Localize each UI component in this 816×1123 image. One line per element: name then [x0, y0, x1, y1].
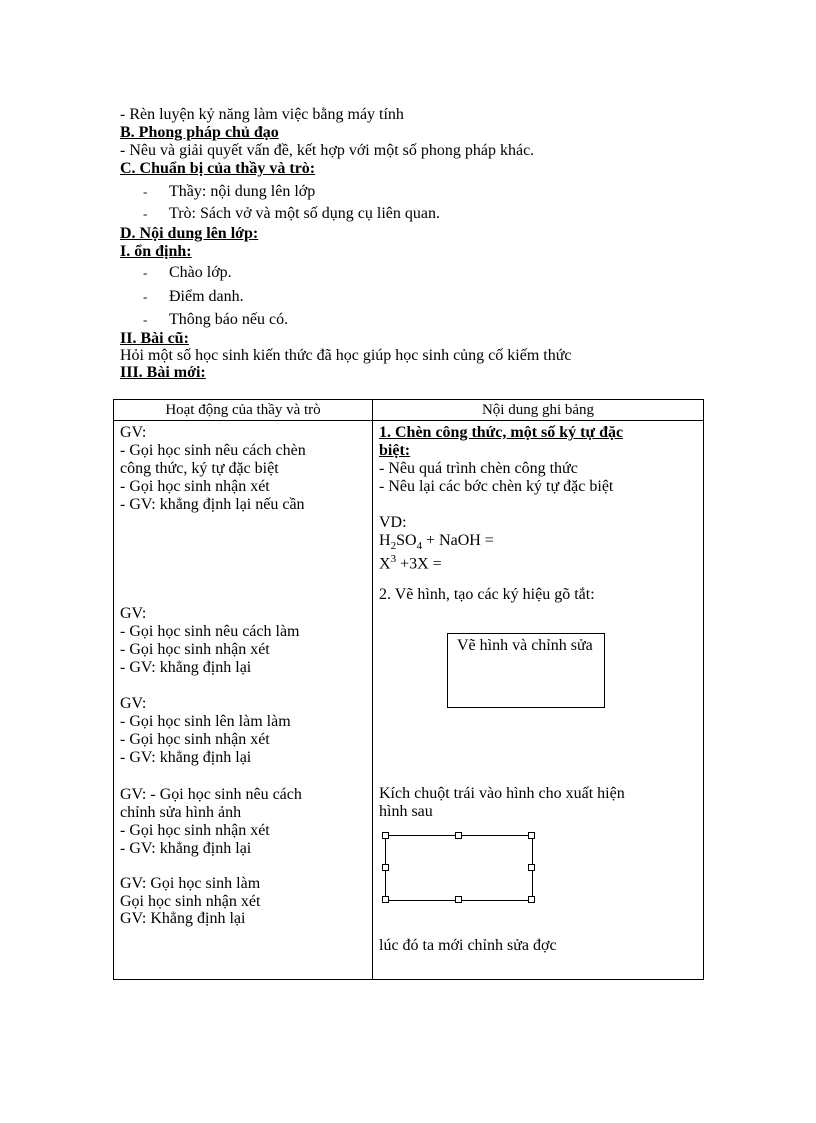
section-ii-text: Hỏi một số học sinh kiến thức đã học giúp học sinh củng cố kiếm thức: [120, 347, 572, 364]
content-heading: 1. Chèn công thức, một số ký tự đặc: [379, 424, 624, 441]
left-line: GV: - Gọi học sinh nêu cách: [120, 786, 302, 803]
list-item: - Thầy: nội dung lên lớp: [143, 183, 316, 200]
list-item: - Thông báo nếu có.: [143, 311, 289, 328]
skill-line: - Rèn luyện kỷ năng làm việc bằng máy tính: [120, 106, 404, 123]
click-instruction-cont: hình sau: [379, 803, 433, 820]
resize-handle: [382, 864, 389, 871]
box-text: Vẽ hình và chỉnh sửa: [457, 637, 593, 654]
bullet-icon: -: [143, 206, 148, 221]
bullet-icon: -: [143, 265, 148, 280]
left-line: - Gọi học sinh nêu cách chèn: [120, 442, 306, 459]
lesson-table: [113, 399, 704, 980]
section-b-text: - Nêu và giải quyết vấn đề, kết hợp với một số phong pháp khác.: [120, 142, 535, 159]
header-board-content: Nội dung ghi bảng: [373, 400, 704, 421]
left-line: - GV: khẳng định lại: [120, 749, 252, 766]
bullet-icon: -: [143, 184, 148, 199]
section-b-title: B. Phong pháp chủ đạo: [120, 124, 279, 141]
left-line: GV:: [120, 605, 147, 622]
resize-handle: [455, 896, 462, 903]
left-line: - GV: khẳng định lại: [120, 659, 252, 676]
left-line: - GV: khẳng định lại nếu cần: [120, 496, 305, 513]
resize-handle: [382, 832, 389, 839]
final-note: lúc đó ta mới chỉnh sửa đợc: [379, 937, 557, 954]
header-teacher-activity: Hoạt động của thầy và trò: [114, 400, 373, 421]
left-column: [114, 421, 373, 980]
left-line: - Gọi học sinh nhận xét: [120, 731, 270, 748]
left-line: Gọi học sinh nhận xét: [120, 893, 261, 910]
left-line: công thức, ký tự đặc biệt: [120, 460, 279, 477]
formula-h2so4: $H_2SO_4$ + NaOH =: [379, 532, 494, 553]
content-heading-cont: biệt:: [379, 442, 411, 459]
resize-handle: [528, 832, 535, 839]
left-line: - Gọi học sinh nhận xét: [120, 478, 270, 495]
content-item: - Nêu lại các bớc chèn ký tự đặc biệt: [379, 478, 614, 495]
left-line: GV:: [120, 424, 147, 441]
resize-handle: [382, 896, 389, 903]
section-i-title: I. ổn định:: [120, 243, 192, 260]
bullet-icon: -: [143, 312, 148, 327]
formula-x3: $X^3 +3X$ =: [379, 553, 442, 573]
left-line: - Gọi học sinh lên làm làm: [120, 713, 291, 730]
click-instruction: Kích chuột trái vào hình cho xuất hiện: [379, 785, 625, 802]
list-item: - Chào lớp.: [143, 264, 232, 281]
left-line: - Gọi học sinh nhận xét: [120, 822, 270, 839]
section-2-heading: 2. Vẽ hình, tạo các ký hiệu gõ tắt:: [379, 586, 595, 603]
resize-handle: [528, 896, 535, 903]
left-line: - Gọi học sinh nêu cách làm: [120, 623, 300, 640]
right-column: [373, 421, 704, 980]
example-label: VD:: [379, 514, 407, 531]
list-item: - Điểm danh.: [143, 288, 244, 305]
bullet-icon: -: [143, 289, 148, 304]
section-c-title: C. Chuẩn bị của thầy và trò:: [120, 160, 316, 177]
section-d-title: D. Nội dung lên lớp:: [120, 225, 259, 242]
left-line: chỉnh sửa hình ảnh: [120, 804, 242, 821]
list-item: - Trò: Sách vở và một số dụng cụ liên quan.: [143, 205, 440, 222]
drawn-shape-box: [447, 633, 605, 708]
left-line: GV: Gọi học sinh làm: [120, 875, 261, 892]
selected-shape: [385, 835, 533, 901]
left-line: - Gọi học sinh nhận xét: [120, 641, 270, 658]
left-line: - GV: khẳng định lại: [120, 840, 252, 857]
resize-handle: [528, 864, 535, 871]
content-item: - Nêu quá trình chèn công thức: [379, 460, 578, 477]
resize-handle: [455, 832, 462, 839]
section-iii-title: III. Bài mới:: [120, 364, 206, 381]
left-line: GV:: [120, 695, 147, 712]
section-ii-title: II. Bài cũ:: [120, 330, 189, 347]
left-line: GV: Khẳng định lại: [120, 910, 246, 927]
